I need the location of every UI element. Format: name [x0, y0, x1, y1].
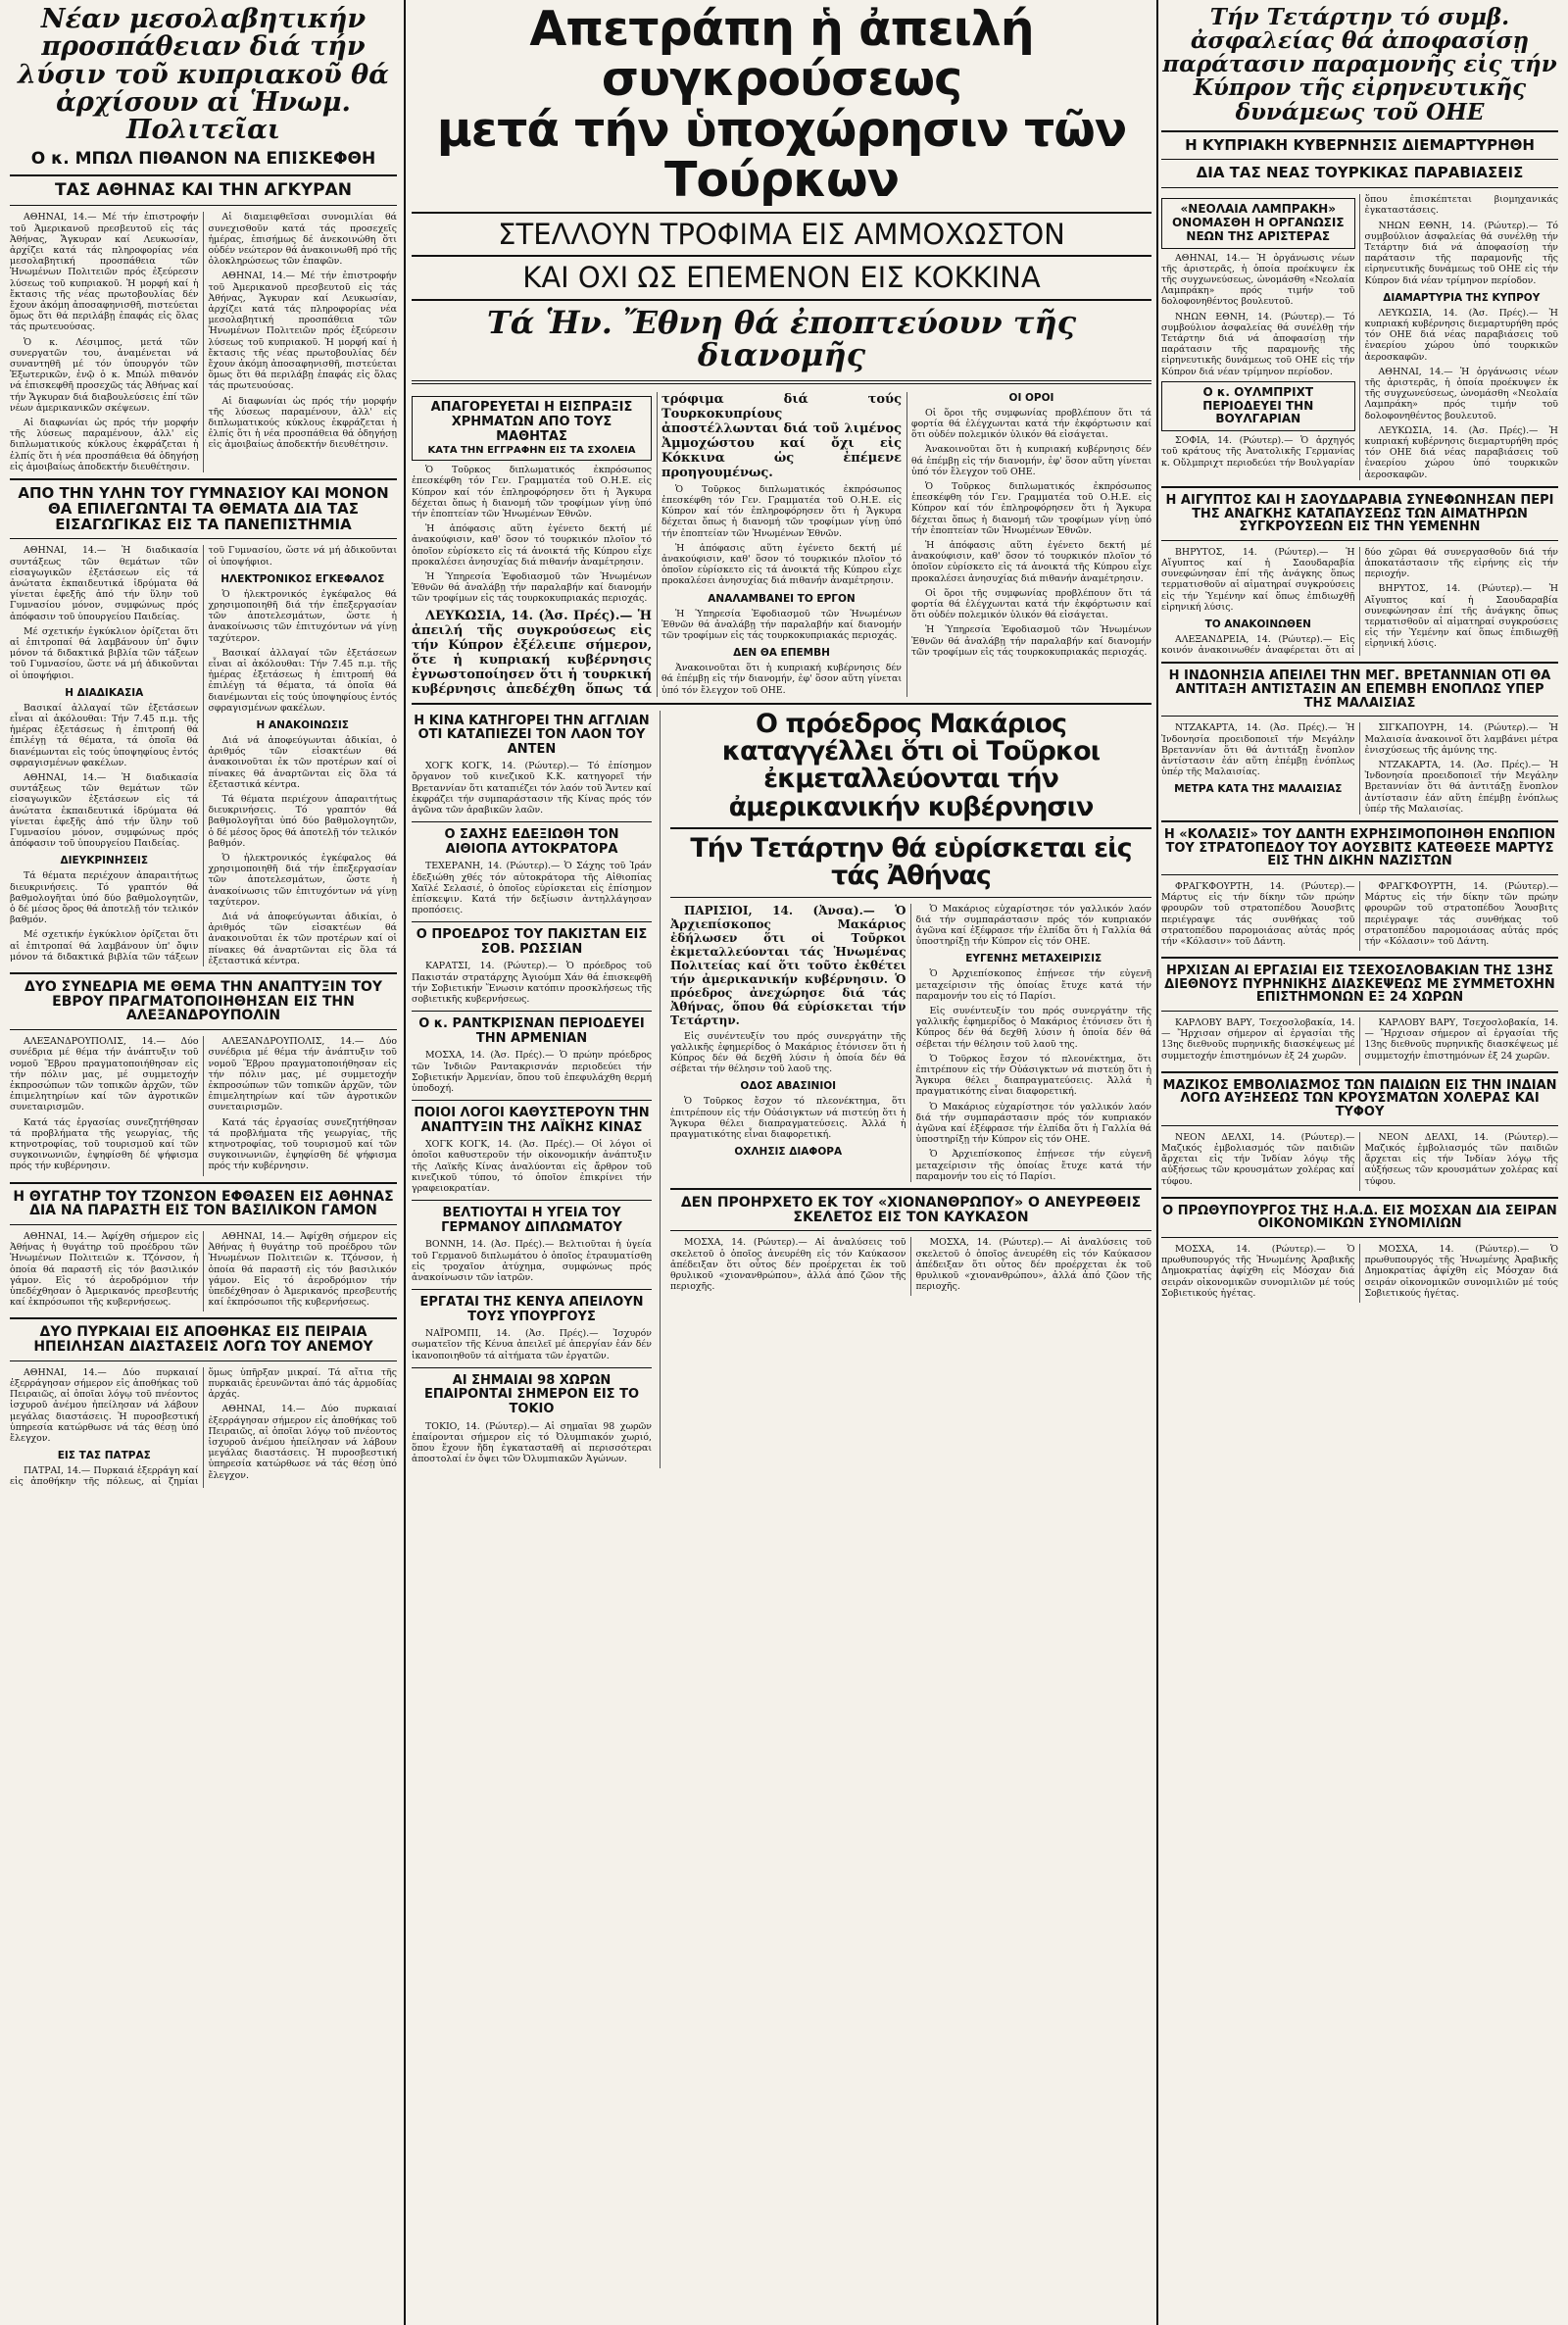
article-paragraph: ΜΟΣΧΑ, 14. (Ρώυτερ).— Ὁ πρωθυπουργός τῆς Ἡνωμένης Ἀραβικῆς Δημοκρατίας ἀφίχθη εἰς Μόσχαν διά σειράν οἰκονομικῶν συνομιλιῶν μέ τούς Σοβιετικούς ἡγέτας. — [1161, 1244, 1355, 1299]
lead-paragraph: ΛΕΥΚΩΣΙΑ, 14. (Ἀσ. Πρές).— Ἡ ἀπειλή τῆς συγκρούσεως εἰς τήν Κύπρον ἐξέλειπε σήμερον, ὅτε ἡ κυπριακή κυβέρνησις ἐγνωστοποίησεν ὅτι ἡ τουρκική κυβέρνησις ἀπεδέχθη ὅπως τά τρόφιμα διά τούς Τουρκοκυπρίους ἀποστέλλωνται διά τοῦ λιμένος Ἀμμοχώστου καί ὄχι εἰς Κόκκινα ὡς ἐπέμενε προηγουμένως. — [412, 391, 902, 697]
center-lower-area — [412, 708, 1152, 1469]
right-top-articles — [1161, 194, 1558, 480]
haile-headline: Ο ΣΑΧΗΣ ΕΔΕΞΙΩΘΗ ΤΟΝ ΑΙΘΙΟΠΑ ΑΥΤΟΚΡΑΤΟΡΑ — [444, 827, 619, 857]
lambrakis-youth-box: «ΝΕΟΛΑΙΑ ΛΑΜΠΡΑΚΗ» ΟΝΟΜΑΣΘΗ Η ΟΡΓΑΝΩΣΙΣ ΝΕΩΝ ΤΗΣ ΑΡΙΣΤΕΡΑΣ — [1161, 198, 1355, 248]
piraeus-fire-article — [10, 1367, 397, 1488]
article-paragraph: ΚΑΡΑΤΣΙ, 14. (Ρώυτερ).— Ὁ πρόεδρος τοῦ Πακιστάν στρατάρχης Ἀγιούμπ Χάν θά ἐπισκεφθῆ τήν Σοβιετικήν Ἕνωσιν κατόπιν προσκλήσεως τῆς σοβιετικῆς κυβερνήσεως. — [412, 961, 652, 1006]
right-column — [1161, 0, 1558, 2325]
article-paragraph: ΑΘΗΝΑΙ, 14.— Ἡ διαδικασία συντάξεως τῶν θεμάτων τῶν εἰσαγωγικῶν ἐξετάσεων εἰς τά ἀνώτατα ἐκπαιδευτικά ἱδρύματα θά γίνεται ἐφεξῆς ἀπό τήν ὕλην τοῦ Γυμνασίου μόνον, συμφώνως πρός ἀπόφασιν τοῦ ὑπουργείου Παιδείας. — [10, 771, 199, 850]
article-paragraph: Ὁ Τοῦρκος διπλωματικός ἐκπρόσωπος ἐπεσκέφθη τόν Γεν. Γραμματέα τοῦ Ο.Η.Ε. εἰς Κύπρον καί τόν ἐπληροφόρησεν ὅτι ἡ Ἄγκυρα δέχεται ὅπως ἡ διανομή τῶν τροφίμων γίνῃ ὑπό τήν ἐποπτείαν τῶν Ἡνωμένων Ἐθνῶν. — [662, 483, 902, 539]
section-subhead: ΟΙ ΟΡΟΙ — [1008, 391, 1054, 404]
athens-ankara-subhead: ΤΑΣ ΑΘΗΝΑΣ ΚΑΙ ΤΗΝ ΑΓΚΥΡΑΝ — [55, 179, 352, 200]
article-paragraph: Κατά τάς ἐργασίας συνεζητήθησαν τά προβλήματα τῆς γεωργίας, τῆς κτηνοτροφίας, τοῦ τουρισμοῦ καί τῶν συγκοινωνιῶν, ἐψηφίσθη δέ ψήφισμα πρός τήν κυβέρνησιν. — [10, 1116, 199, 1172]
section-subhead: ΗΛΕΚΤΡΟΝΙΚΟΣ ΕΓΚΕΦΑΛΟΣ — [220, 572, 385, 585]
ball-visit-subhead: Ο κ. ΜΠΩΛ ΠΙΘΑΝΟΝ ΝΑ ΕΠΙΣΚΕΦΘΗ — [30, 148, 376, 169]
section-subhead: ΑΝΑΛΑΜΒΑΝΕΙ ΤΟ ΕΡΓΟΝ — [708, 592, 856, 605]
article-paragraph: ΧΟΓΚ ΚΟΓΚ, 14. (Ρώυτερ).— Τό ἐπίσημον ὄργανον τοῦ κινεζικοῦ Κ.Κ. κατηγορεῖ τήν Βρεταννίαν ὅτι καταπιέζει τόν λαόν τοῦ Ἄντεν καί ἐκφράζει τήν συμπαράστασιν τῆς Κίνας πρός τόν ἀγῶνα τῶν ἀραβικῶν λαῶν. — [412, 761, 652, 816]
article-paragraph: Εἰς συνέντευξίν του πρός συνεργάτην τῆς γαλλικῆς ἐφημερίδος ὁ Μακάριος ἐτόνισεν ὅτι ἡ Κύπρος δέν θά δεχθῆ λύσιν ἡ ὁποία δέν θά σέβεται τήν θέλησιν τοῦ λαοῦ της. — [670, 1030, 906, 1075]
article-paragraph: ΤΟΚΙΟ, 14. (Ρώυτερ).— Αἱ σημαῖαι 98 χωρῶν ἐπαίρονται σήμερον εἰς τό Ὀλυμπιακόν χωριό, ὅπου ἔχουν ἤδη ἐγκατασταθῆ αἱ περισσότεραι ἀποστολαί ἐν ὄψει τῶν Ὀλυμπιακῶν Ἀγώνων. — [412, 1420, 652, 1465]
makarios-subhead: Τήν Τετάρτην θά εὑρίσκεται εἰς τάς Ἀθήνας — [690, 832, 1132, 892]
makarios-article — [670, 904, 1152, 1182]
article-paragraph: ΑΘΗΝΑΙ, 14.— Ἡ ὀργάνωσις νέων τῆς ἀριστερᾶς, ἡ ὁποία προέκυψεν ἐκ τῆς συγχωνεύσεως, ὠνομάσθη «Νεολαία Λαμπράκη» πρός τιμήν τοῦ δολοφονηθέντος βουλευτοῦ. — [1364, 366, 1558, 421]
article-paragraph: ΑΛΕΞΑΝΔΡΟΥΠΟΛΙΣ, 14.— Δύο συνέδρια μέ θέμα τήν ἀνάπτυξιν τοῦ νομοῦ Ἕβρου πραγματοποιήθησαν εἰς τήν πόλιν μας, μέ συμμετοχήν ἐκπροσώπων τῶν τοπικῶν ἀρχῶν, τῶν ἐπιμελητηρίων καί τῶν ἀγροτικῶν συνεταιρισμῶν. — [10, 1036, 199, 1113]
ulbricht-box: Ο κ. ΟΥΛΜΠΡΙΧΤ ΠΕΡΙΟΔΕΥΕΙ ΤΗΝ ΒΟΥΛΓΑΡΙΑΝ — [1161, 381, 1355, 431]
article-paragraph: Ἡ ἀπόφασις αὕτη ἐγένετο δεκτή μέ ἀνακούφισιν, καθ' ὅσον τό τουρκικόν πλοῖον τό ὁποῖον εὑρίσκετο εἰς τά ἀνοικτά τῆς Κύπρου εἶχε προκαλέσει ἀνησυχίας διά πιθανήν ἀναμέτρησιν. — [911, 540, 1152, 584]
indonesia-article — [1161, 722, 1558, 815]
makarios-headline-line2: ἐκμεταλλεύονται τήν ἀμερικανικήν κυβέρνησιν — [728, 764, 1094, 822]
article-paragraph: ΒΗΡΥΤΟΣ, 14. (Ρώυτερ).— Ἡ Αἴγυπτος καί ἡ Σαουδαραβία συνεφώνησαν ἐπί τῆς ἀνάγκης ὅπως τερματισθοῦν αἱ αἱματηραί συγκρούσεις εἰς τήν Ὑεμένην καί ὅπως ἐπιδιωχθῇ εἰρηνική λύσις. — [1161, 546, 1355, 613]
article-paragraph: Βασικαί ἀλλαγαί τῶν ἐξετάσεων εἶναι αἱ ἀκόλουθαι: Τήν 7.45 π.μ. τῆς ἡμέρας ἐξετάσεως ἡ ἐπιτροπή θά ἐπιλέγῃ τά θέματα, τά ὁποῖα θά διανέμωνται εἰς τούς ὑποψηφίους ἐντός σφραγισμένων φακέλων. — [208, 647, 397, 714]
article-paragraph: ΛΕΥΚΩΣΙΑ, 14. (Ἀσ. Πρές).— Ἡ κυπριακή κυβέρνησις διεμαρτυρήθη πρός τόν ΟΗΕ διά νέας παραβιάσεις τοῦ ἐναερίου χώρου ὑπό τουρκικῶν ἀεροσκαφῶν. — [1364, 424, 1558, 480]
article-paragraph: ΦΡΑΓΚΦΟΥΡΤΗ, 14. (Ρώυτερ).— Μάρτυς εἰς τήν δίκην τῶν πρώην φρουρῶν τοῦ στρατοπέδου Ἄουσβιτς περιέγραψε τάς συνθήκας τοῦ στρατοπέδου παρομοιάσας αὐτάς πρός τήν «Κόλασιν» τοῦ Δάντη. — [1161, 880, 1355, 947]
article-paragraph: ΜΟΣΧΑ, 14. (Ρώυτερ).— Ὁ πρωθυπουργός τῆς Ἡνωμένης Ἀραβικῆς Δημοκρατίας ἀφίχθη εἰς Μόσχαν διά σειράν οἰκονομικῶν συνομιλιῶν μέ τούς Σοβιετικούς ἡγέτας. — [1364, 1244, 1558, 1299]
article-paragraph: Βασικαί ἀλλαγαί τῶν ἐξετάσεων εἶναι αἱ ἀκόλουθαι: Τήν 7.45 π.μ. τῆς ἡμέρας ἐξετάσεως ἡ ἐπιτροπή θά ἐπιλέγῃ τά θέματα, τά ὁποῖα θά διανέμωνται εἰς τούς ὑποψηφίους ἐντός σφραγισμένων φακέλων. — [10, 702, 199, 768]
column-divider — [404, 0, 406, 2325]
section-subhead: Η ΑΝΑΚΟΙΝΩΣΙΣ — [256, 718, 349, 731]
school-fees-box — [412, 396, 652, 461]
yemen-headline: Η ΑΙΓΥΠΤΟΣ ΚΑΙ Η ΣΑΟΥΔΑΡΑΒΙΑ ΣΥΝΕΦΩΝΗΣΑΝ ΠΕΡΙ ΤΗΣ ΑΝΑΓΚΗΣ ΚΑΤΑΠΑΥΣΕΩΣ ΤΩΝ ΑΙΜΑΤΗΡΩΝ ΣΥΓΚΡΟΥΣΕΩΝ ΕΙΣ ΤΗΝ ΥΕΜΕΝΗΝ — [1165, 492, 1554, 535]
center-main-articles — [412, 392, 1152, 697]
china-development-headline: ΠΟΙΟΙ ΛΟΓΟΙ ΚΑΘΥΣΤΕΡΟΥΝ ΤΗΝ ΑΝΑΠΤΥΞΙΝ ΤΗΣ ΛΑΪΚΗΣ ΚΙΝΑΣ — [414, 1106, 650, 1135]
india-vaccination-headline: ΜΑΖΙΚΟΣ ΕΜΒΟΛΙΑΣΜΟΣ ΤΩΝ ΠΑΙΔΙΩΝ ΕΙΣ ΤΗΝ ΙΝΔΙΑΝ ΛΟΓΩ ΑΥΞΗΣΕΩΣ ΤΩΝ ΚΡΟΥΣΜΑΤΩΝ ΧΟΛΕΡΑΣ ΚΑΙ ΤΥΦΟΥ — [1162, 1077, 1557, 1120]
uar-premier-article — [1161, 1244, 1558, 1303]
section-subhead: ΜΕΤΡΑ ΚΑΤΑ ΤΗΣ ΜΑΛΑΙΣΙΑΣ — [1174, 783, 1343, 796]
article-paragraph: Ἀνακοινοῦται ὅτι ἡ κυπριακή κυβέρνησις δέν θά ἐπέμβῃ εἰς τήν διανομήν, ἐφ' ὅσον αὕτη γίνεται ὑπό τόν ἔλεγχον τοῦ ΟΗΕ. — [662, 663, 902, 696]
article-paragraph: Τά θέματα περιέχουν ἀπαραιτήτως διευκρινήσεις. Τό γραπτόν θά βαθμολογῆται ὑπό δύο βαθμολογητῶν, ὁ δέ μέσος ὅρος θά ἀποτελῇ τόν τελικόν βαθμόν. — [208, 793, 397, 849]
article-paragraph: Μέ σχετικήν ἐγκύκλιον ὁρίζεται ὅτι αἱ ἐπιτροπαί θά λαμβάνουν ὑπ' ὄψιν μόνον τά διδακτικά βιβλία τῶν τάξεων τοῦ Γυμνασίου, ὥστε νά μή ἀδικοῦνται οἱ ὑποψήφιοι. — [10, 545, 397, 963]
makarios-headline-line1: Ο πρόεδρος Μακάριος καταγγέλλει ὅτι οἱ Τοῦρκοι — [721, 708, 1101, 767]
article-paragraph: Εἰς συνέντευξίν του πρός συνεργάτην τῆς γαλλικῆς ἐφημερίδος ὁ Μακάριος ἐτόνισεν ὅτι ἡ Κύπρος δέν θά δεχθῆ λύσιν ἡ ὁποία δέν θά σέβεται τήν θέλησιν τοῦ λαοῦ της. — [915, 1006, 1152, 1050]
article-paragraph: Αἱ διαφωνίαι ὡς πρός τήν μορφήν τῆς λύσεως παραμένουν, ἀλλ' εἰς διπλωματικούς κύκλους ἐκφράζεται ἡ ἐλπίς ὅτι ἡ νέα προσπάθεια θά ὁδηγήσῃ εἰς ἀμοιβαίως ἀποδεκτήν διευθέτησιν. — [10, 418, 199, 472]
article-paragraph: Ὁ Μακάριος εὐχαρίστησε τόν γαλλικόν λαόν διά τήν συμπαράστασιν πρός τόν κυπριακόν ἀγῶνα καί ἐξέφρασε τήν ἐλπίδα ὅτι ἡ Γαλλία θά ὑποστηρίξῃ τήν Κύπρον εἰς τόν ΟΗΕ. — [915, 903, 1152, 948]
article-paragraph: Ἡ Ὑπηρεσία Ἐφοδιασμοῦ τῶν Ἡνωμένων Ἐθνῶν θά ἀναλάβῃ τήν παραλαβήν καί διανομήν τῶν τροφίμων εἰς τάς τουρκοκυπριακάς περιοχάς. — [911, 624, 1152, 658]
school-fees-subhead: ΚΑΤΑ ΤΗΝ ΕΓΓΡΑΦΗΝ ΕΙΣ ΤΑ ΣΧΟΛΕΙΑ — [427, 444, 636, 456]
german-diplomat-headline: ΒΕΛΤΙΟΥΤΑΙ Η ΥΓΕΙΑ ΤΟΥ ΓΕΡΜΑΝΟΥ ΔΙΠΛΩΜΑΤΟΥ — [441, 1206, 622, 1235]
article-paragraph: Ἀνακοινοῦται ὅτι ἡ κυπριακή κυβέρνησις δέν θά ἐπέμβῃ εἰς τήν διανομήν, ἐφ' ὅσον αὕτη γίνεται ὑπό τόν ἔλεγχον τοῦ ΟΗΕ. — [911, 444, 1152, 477]
makarios-section — [670, 708, 1152, 1469]
article-paragraph: Ὁ ἠλεκτρονικός ἐγκέφαλος θά χρησιμοποιηθῆ διά τήν ἐπεξεργασίαν τῶν ἀποτελεσμάτων, ὥστε ἡ ἀνακοίνωσις τῶν ἐπιτυχόντων νά γίνῃ ταχύτερον. — [208, 588, 397, 644]
article-paragraph: Ὁ Τοῦρκος ἔσχον τό πλεονέκτημα, ὅτι ἐπιτρέπουν εἰς τήν Οὐάσιγκτων νά πιστεύῃ ὅτι ἡ Ἄγκυρα θέλει διαπραγματεύσεις. Ἀλλά ἡ πραγματικότης εἶναι διαφορετική. — [915, 1053, 1152, 1098]
article-paragraph: Ὁ ἠλεκτρονικός ἐγκέφαλος θά χρησιμοποιηθῆ διά τήν ἐπεξεργασίαν τῶν ἀποτελεσμάτων, ὥστε ἡ ἀνακοίνωσις τῶν ἐπιτυχόντων νά γίνῃ ταχύτερον. — [208, 853, 397, 908]
article-paragraph: ΝΤΖΑΚΑΡΤΑ, 14. (Ἀσ. Πρές).— Ἡ Ἰνδονησία προειδοποιεῖ τήν Μεγάλην Βρεταννίαν ὅτι θά ἀντιτάξῃ ἔνοπλον ἀντίστασιν ἐάν αὕτη ἐπέμβῃ ἐνόπλως ὑπέρ τῆς Μαλαισίας. — [1364, 759, 1558, 815]
article-paragraph: ΚΑΡΛΟΒΥ ΒΑΡΥ, Τσεχοσλοβακία, 14.— Ἤρχισαν σήμερον αἱ ἐργασίαι τῆς 13ης διεθνοῦς πυρηνικῆς διασκέψεως μέ συμμετοχήν ἐπιστημόνων ἐξ 24 χωρῶν. — [1161, 1017, 1355, 1062]
security-council-headline: Τήν Τετάρτην τό συμβ. ἀσφαλείας θά ἀποφασίσῃ παράτασιν παραμονῆς εἰς τήν Κύπρον τῆς εἰρηνευτικῆς δυνάμεως τοῦ ΟΗΕ — [1162, 4, 1557, 125]
india-vaccination-article — [1161, 1132, 1558, 1191]
section-subhead: ΟΔΟΣ ΑΒΑΣΙΝΙΟΙ — [740, 1080, 837, 1093]
article-paragraph: ΑΘΗΝΑΙ, 14.— Μέ τήν ἐπιστροφήν τοῦ Ἀμερικανοῦ πρεσβευτοῦ εἰς τάς Ἀθήνας, Ἄγκυραν καί Λευκωσίαν, ἀρχίζει κατά τάς πληροφορίας νέα μεσολαβητική προσπάθεια τῶν Ἡνωμένων Πολιτειῶν πρός ἐξεύρεσιν λύσεως τοῦ κυπριακοῦ. Ἡ μορφή καί ἡ ἔκτασις τῆς νέας πρωτοβουλίας δέν ἔχουν ἀκόμη ἀποσαφηνισθῆ, πιστεύεται ὅμως ὅτι θά περιλάβῃ ἐπαφάς εἰς ὅλας τάς πρωτευούσας. — [10, 212, 199, 333]
center-column — [412, 0, 1152, 2325]
main-headline-line2: μετά τήν ὑποχώρησιν τῶν Τούρκων — [436, 101, 1127, 209]
turkish-violations-subhead: ΔΙΑ ΤΑΣ ΝΕΑΣ ΤΟΥΡΚΙΚΑΣ ΠΑΡΑΒΙΑΣΕΙΣ — [1196, 164, 1524, 182]
article-paragraph: Ἡ ἀπόφασις αὕτη ἐγένετο δεκτή μέ ἀνακούφισιν, καθ' ὅσον τό τουρκικόν πλοῖον τό ὁποῖον εὑρίσκετο εἰς τά ἀνοικτά τῆς Κύπρου εἶχε προκαλέσει ἀνησυχίας διά πιθανήν ἀναμέτρησιν. — [662, 542, 902, 587]
section-subhead: Η ΔΙΑΔΙΚΑΣΙΑ — [65, 686, 144, 699]
section-subhead: ΔΙΕΥΚΡΙΝΗΣΕΙΣ — [60, 855, 149, 867]
section-subhead: ΔΙΑΜΑΡΤΥΡΙΑ ΤΗΣ ΚΥΠΡΟΥ — [1383, 291, 1541, 304]
article-paragraph: Ἡ Ὑπηρεσία Ἐφοδιασμοῦ τῶν Ἡνωμένων Ἐθνῶν θά ἀναλάβῃ τήν παραλαβήν καί διανομήν τῶν τροφίμων εἰς τάς τουρκοκυπριακάς περιοχάς. — [662, 608, 902, 642]
article-paragraph: ΝΤΖΑΚΑΡΤΑ, 14. (Ἀσ. Πρές).— Ἡ Ἰνδονησία προειδοποιεῖ τήν Μεγάλην Βρεταννίαν ὅτι θά ἀντιτάξῃ ἔνοπλον ἀντίστασιν ἐάν αὕτη ἐπέμβῃ ἐνόπλως ὑπέρ τῆς Μαλαισίας. — [1161, 722, 1355, 778]
cyprus-protest-subhead: Η ΚΥΠΡΙΑΚΗ ΚΥΒΕΡΝΗΣΙΣ ΔΙΕΜΑΡΤΥΡΗΘΗ — [1185, 135, 1535, 154]
pakistan-headline: Ο ΠΡΟΕΔΡΟΣ ΤΟΥ ΠΑΚΙΣΤΑΝ ΕΙΣ ΣΟΒ. ΡΩΣΣΙΑΝ — [416, 927, 648, 957]
snowman-article — [670, 1237, 1152, 1296]
article-paragraph: ΣΟΦΙΑ, 14. (Ρώυτερ).— Ὁ ἀρχηγός τοῦ κράτους τῆς Ἀνατολικῆς Γερμανίας κ. Οὔλμπριχτ περιοδεύει τήν Βουλγαρίαν ὅπου ἐπισκέπτεται βιομηχανικάς ἐγκαταστάσεις. — [1161, 194, 1558, 469]
article-paragraph: ΝΕΟΝ ΔΕΛΧΙ, 14. (Ρώυτερ).— Μαζικός ἐμβολιασμός τῶν παιδιῶν ἄρχεται εἰς τήν Ἰνδίαν λόγῳ τῆς αὐξήσεως τῶν κρουσμάτων χολέρας καί τύφου. — [1161, 1131, 1355, 1187]
article-paragraph: ΑΛΕΞΑΝΔΡΟΥΠΟΛΙΣ, 14.— Δύο συνέδρια μέ θέμα τήν ἀνάπτυξιν τοῦ νομοῦ Ἕβρου πραγματοποιήθησαν εἰς τήν πόλιν μας, μέ συμμετοχήν ἐκπροσώπων τῶν τοπικῶν ἀρχῶν, τῶν ἐπιμελητηρίων καί τῶν ἀγροτικῶν συνεταιρισμῶν. — [208, 1036, 397, 1113]
exam-headline: ΑΠΟ ΤΗΝ ΥΛΗΝ ΤΟΥ ΓΥΜΝΑΣΙΟΥ ΚΑΙ ΜΟΝΟΝ ΘΑ ΕΠΙΛΕΓΩΝΤΑΙ ΤΑ ΘΕΜΑΤΑ ΔΙΑ ΤΑΣ ΕΙΣΑΓΩΓΙΚΑΣ ΕΙΣ ΤΑ ΠΑΝΕΠΙΣΤΗΜΙΑ — [18, 484, 389, 533]
dante-headline: Η «ΚΟΛΑΣΙΣ» ΤΟΥ ΔΑΝΤΗ ΕΧΡΗΣΙΜΟΠΟΙΗΘΗ ΕΝΩΠΙΟΝ ΤΟΥ ΣΤΡΑΤΟΠΕΔΟΥ ΤΟΥ ΑΟΥΣΒΙΤΣ ΚΑΤΕΘΕΣΕ ΜΑΡΤΥΣ ΕΙΣ ΤΗΝ ΔΙΚΗΝ ΝΑΖΙΣΤΩΝ — [1163, 826, 1556, 869]
article-paragraph: ΑΘΗΝΑΙ, 14.— Ἀφίχθη σήμερον εἰς Ἀθήνας ἡ θυγάτηρ τοῦ προέδρου τῶν Ἡνωμένων Πολιτειῶν κ. Τζόνσον, ἡ ὁποία θά παραστῆ εἰς τόν βασιλικόν γάμον. Εἰς τό ἀεροδρόμιον τήν ὑπεδέχθησαν ὁ Ἀμερικανός πρεσβευτής καί ἐκπρόσωποι τῆς κυβερνήσεως. — [10, 1230, 199, 1309]
yemen-article — [1161, 547, 1558, 657]
article-paragraph: ΒΗΡΥΤΟΣ, 14. (Ρώυτερ).— Ἡ Αἴγυπτος καί ἡ Σαουδαραβία συνεφώνησαν ἐπί τῆς ἀνάγκης ὅπως τερματισθοῦν αἱ αἱματηραί συγκρούσεις εἰς τήν Ὑεμένην καί ὅπως ἐπιδιωχθῇ εἰρηνική λύσις. — [1364, 583, 1558, 650]
article-paragraph: Ὁ Τοῦρκος διπλωματικός ἐκπρόσωπος ἐπεσκέφθη τόν Γεν. Γραμματέα τοῦ Ο.Η.Ε. εἰς Κύπρον καί τόν ἐπληροφόρησεν ὅτι ἡ Ἄγκυρα δέχεται ὅπως ἡ διανομή τῶν τροφίμων γίνῃ ὑπό τήν ἐποπτείαν τῶν Ἡνωμένων Ἐθνῶν. — [911, 481, 1152, 536]
article-paragraph: ΝΑΪΡΟΜΠΙ, 14. (Ἀσ. Πρές).— Ἰσχυρόν σωματεῖον τῆς Κένυα ἀπειλεῖ μέ ἀπεργίαν ἐάν δέν ἱκανοποιηθοῦν τά αἰτήματα τῶν ἐργατῶν. — [412, 1328, 652, 1361]
article-paragraph: Αἱ διαμειφθεῖσαι συνομιλίαι θά συνεχισθοῦν κατά τάς προσεχεῖς ἡμέρας, ἐπισήμως δέ ἀνεκοινώθη ὅτι οὐδέν νεώτερον θά ἀνακοινωθῆ πρό τῆς ὁλοκληρώσεως τῶν ἐπαφῶν. — [208, 212, 397, 268]
article-paragraph: Ἡ Ὑπηρεσία Ἐφοδιασμοῦ τῶν Ἡνωμένων Ἐθνῶν θά ἀναλάβῃ τήν παραλαβήν καί διανομήν τῶν τροφίμων εἰς τάς τουρκοκυπριακάς περιοχάς. — [412, 570, 652, 605]
article-paragraph: Ὁ Ἀρχιεπίσκοπος ἐπῄνεσε τήν εὐγενῆ μεταχείρισιν τῆς ὁποίας ἔτυχε κατά τήν παραμονήν του εἰς τό Παρίσι. — [915, 968, 1152, 1002]
piraeus-fire-headline: ΔΥΟ ΠΥΡΚΑΙΑΙ ΕΙΣ ΑΠΟΘΗΚΑΣ ΕΙΣ ΠΕΙΡΑΙΑ ΗΠΕΙΛΗΣΑΝ ΔΙΑΣΤΑΣΕΙΣ ΛΟΓΩ ΤΟΥ ΑΝΕΜΟΥ — [33, 1324, 373, 1356]
article-paragraph: ΑΘΗΝΑΙ, 14.— Ἡ ὀργάνωσις νέων τῆς ἀριστερᾶς, ἡ ὁποία προέκυψεν ἐκ τῆς συγχωνεύσεως, ὠνομάσθη «Νεολαία Λαμπράκη» πρός τιμήν τοῦ δολοφονηθέντος βουλευτοῦ. — [1161, 252, 1355, 308]
tokyo-headline: ΑΙ ΣΗΜΑΙΑΙ 98 ΧΩΡΩΝ ΕΠΑΙΡΟΝΤΑΙ ΣΗΜΕΡΟΝ ΕΙΣ ΤΟ ΤΟΚΙΟ — [423, 1372, 639, 1416]
school-fees-headline: ΑΠΑΓΟΡΕΥΕΤΑΙ Η ΕΙΣΠΡΑΞΙΣ ΧΡΗΜΑΤΩΝ ΑΠΟ ΤΟΥΣ ΜΑΘΗΤΑΣ — [430, 399, 633, 444]
article-paragraph: ΑΘΗΝΑΙ, 14.— Ἀφίχθη σήμερον εἰς Ἀθήνας ἡ θυγάτηρ τοῦ προέδρου τῶν Ἡνωμένων Πολιτειῶν κ. Τζόνσον, ἡ ὁποία θά παραστῆ εἰς τόν βασιλικόν γάμον. Εἰς τό ἀεροδρόμιον τήν ὑπεδέχθησαν ὁ Ἀμερικανός πρεσβευτής καί ἐκπρόσωποι τῆς κυβερνήσεως. — [208, 1230, 397, 1309]
article-paragraph: ΑΘΗΝΑΙ, 14.— Δύο πυρκαιαί ἐξερράγησαν σήμερον εἰς ἀποθήκας τοῦ Πειραιῶς, αἱ ὁποῖαι λόγῳ τοῦ πνέοντος ἰσχυροῦ ἀνέμου ἠπείλησαν νά λάβουν μεγάλας διαστάσεις. Ἡ πυροσβεστική ὑπηρεσία κατώρθωσε νά τάς θέσῃ ὑπό ἔλεγχον. — [10, 1366, 199, 1444]
johnson-daughter-headline: Η ΘΥΓΑΤΗΡ ΤΟΥ ΤΖΟΝΣΟΝ ΕΦΘΑΣΕΝ ΕΙΣ ΑΘΗΝΑΣ ΔΙΑ ΝΑ ΠΑΡΑΣΤΗ ΕΙΣ ΤΟΝ ΒΑΣΙΛΙΚΟΝ ΓΑΜΟΝ — [13, 1188, 394, 1219]
main-subhead-3: Τά Ἡν. Ἔθνη θά ἐποπτεύουν τῆς διανομῆς — [486, 303, 1077, 374]
section-subhead: ΔΕΝ ΘΑ ΕΠΕΜΒΗ — [733, 647, 830, 660]
section-subhead: ΟΧΛΗΣΙΣ ΔΙΑΦΟΡΑ — [734, 1146, 843, 1159]
snowman-headline: ΔΕΝ ΠΡΟΗΡΧΕΤΟ ΕΚ ΤΟΥ «ΧΙΟΝΑΝΘΡΩΠΟΥ» Ο ΑΝΕΥΡΕΘΕΙΣ ΣΚΕΛΕΤΟΣ ΕΙΣ ΤΟΝ ΚΑΥΚΑΣΟΝ — [680, 1195, 1142, 1225]
cyprus-mediation-headline: Νέαν μεσολαβητικήν προσπάθειαν διά τήν λύσιν τοῦ κυπριακοῦ θά ἀρχίσουν αἱ Ἡνωμ. Πολιτεῖαι — [18, 4, 389, 146]
article-paragraph: Ὁ Μακάριος εὐχαρίστησε τόν γαλλικόν λαόν διά τήν συμπαράστασιν πρός τόν κυπριακόν ἀγῶνα καί ἐξέφρασε τήν ἐλπίδα ὅτι ἡ Γαλλία θά ὑποστηρίξῃ τήν Κύπρον εἰς τόν ΟΗΕ. — [915, 1101, 1152, 1146]
article-paragraph: ΑΘΗΝΑΙ, 14.— Μέ τήν ἐπιστροφήν τοῦ Ἀμερικανοῦ πρεσβευτοῦ εἰς τάς Ἀθήνας, Ἄγκυραν καί Λευκωσίαν, ἀρχίζει κατά τάς πληροφορίας νέα μεσολαβητική προσπάθεια τῶν Ἡνωμένων Πολιτειῶν πρός ἐξεύρεσιν λύσεως τοῦ κυπριακοῦ. Ἡ μορφή καί ἡ ἔκτασις τῆς νέας πρωτοβουλίας δέν ἔχουν ἀκόμη ἀποσαφηνισθῆ, πιστεύεται ὅμως ὅτι θά περιλάβῃ ἐπαφάς εἰς ὅλας τάς πρωτευούσας. — [208, 271, 397, 392]
article-paragraph: ΜΟΣΧΑ, 14. (Ἀσ. Πρές).— Ὁ πρώην πρόεδρος τῶν Ἰνδιῶν Ραντακρισνάν περιοδεύει τήν Σοβιετικήν Ἀρμενίαν, ὅπου τοῦ ἐπεφυλάχθη θερμή ὑποδοχή. — [412, 1050, 652, 1094]
article-paragraph: Ὁ Ἀρχιεπίσκοπος ἐπῄνεσε τήν εὐγενῆ μεταχείρισιν τῆς ὁποίας ἔτυχε κατά τήν παραμονήν του εἰς τό Παρίσι. — [915, 1149, 1152, 1182]
article-paragraph: Ὁ κ. Λέσιμπος, μετά τῶν συνεργατῶν του, ἀναμένεται νά συναντηθῆ μέ τόν ὑπουργόν τῶν Ἐξωτερικῶν, ἐνῷ ὁ κ. Μπώλ πιθανόν νά ἐπισκεφθῆ προσεχῶς τάς Ἀθήνας καί τήν Ἄγκυραν διά διαβουλεύσεις ἐπί τῶν νέων ἀμερικανικῶν σκέψεων. — [10, 336, 199, 414]
section-subhead: ΤΟ ΑΝΑΚΟΙΝΩΘΕΝ — [1204, 618, 1311, 631]
article-paragraph: ΠΑΤΡΑΙ, 14.— Πυρκαιά ἐξερράγη καί εἰς ἀποθήκην τῆς πόλεως, αἱ ζημίαι ὅμως ὑπῆρξαν μικραί. Τά αἴτια τῆς πυρκαιᾶς ἐρευνῶνται ἀπό τάς ἀρμοδίας ἀρχάς. — [10, 1366, 397, 1488]
cyprus-mediation-article — [10, 212, 397, 472]
article-paragraph: Οἱ ὅροι τῆς συμφωνίας προβλέπουν ὅτι τά φορτία θά ἐλέγχωνται κατά τήν ἐκφόρτωσιν καί ὅτι οὐδέν πολεμικόν ὑλικόν θά εἰσάγεται. — [911, 587, 1152, 621]
article-paragraph: ΜΟΣΧΑ, 14. (Ρώυτερ).— Αἱ ἀναλύσεις τοῦ σκελετοῦ ὁ ὁποῖος ἀνευρέθη εἰς τόν Καύκασον ἀπέδειξαν ὅτι οὗτος δέν προέρχεται ἐκ τοῦ θρυλικοῦ «χιονανθρώπου», ἀλλά ἀπό ζῶον τῆς περιοχῆς. — [915, 1237, 1152, 1293]
article-paragraph: Ὁ Τοῦρκος διπλωματικός ἐκπρόσωπος ἐπεσκέφθη τόν Γεν. Γραμματέα τοῦ Ο.Η.Ε. εἰς Κύπρον καί τόν ἐπληροφόρησεν ὅτι ἡ Ἄγκυρα δέχεται ὅπως ἡ διανομή τῶν τροφίμων γίνῃ ὑπό τήν ἐποπτείαν τῶν Ἡνωμένων Ἐθνῶν. — [412, 465, 652, 519]
left-column — [10, 0, 397, 2325]
section-subhead: ΕΥΓΕΝΗΣ ΜΕΤΑΧΕΙΡΙΣΙΣ — [965, 953, 1102, 965]
center-brief-news — [412, 711, 661, 1469]
article-paragraph: Ἡ ἀπόφασις αὕτη ἐγένετο δεκτή μέ ἀνακούφισιν, καθ' ὅσον τό τουρκικόν πλοῖον τό ὁποῖον εὑρίσκετο εἰς τά ἀνοικτά τῆς Κύπρου εἶχε προκαλέσει ἀνησυχίας διά πιθανήν ἀναμέτρησιν. — [412, 523, 652, 568]
hebros-headline: ΔΥΟ ΣΥΝΕΔΡΙΑ ΜΕ ΘΕΜΑ ΤΗΝ ΑΝΑΠΤΥΞΙΝ ΤΟΥ ΕΒΡΟΥ ΠΡΑΓΜΑΤΟΠΟΙΗΘΗΣΑΝ ΕΙΣ ΤΗΝ ΑΛΕΞΑΝΔΡΟΥΠΟΛΙΝ — [24, 979, 383, 1024]
indonesia-headline: Η ΙΝΔΟΝΗΣΙΑ ΑΠΕΙΛΕΙ ΤΗΝ ΜΕΓ. ΒΡΕΤΑΝΝΙΑΝ ΟΤΙ ΘΑ ΑΝΤΙΤΑΞΗ ΑΝΤΙΣΤΑΣΙΝ ΑΝ ΕΠΕΜΒΗ ΕΝΟΠΛΩΣ ΥΠΕΡ ΤΗΣ ΜΑΛΑΙΣΙΑΣ — [1168, 668, 1551, 711]
johnson-daughter-article — [10, 1231, 397, 1311]
article-paragraph: Ὁ Τοῦρκος ἔσχον τό πλεονέκτημα, ὅτι ἐπιτρέπουν εἰς τήν Οὐάσιγκτων νά πιστεύῃ ὅτι ἡ Ἄγκυρα θέλει διαπραγματεύσεις. Ἀλλά ἡ πραγματικότης εἶναι διαφορετική. — [670, 1096, 906, 1141]
article-paragraph: ΤΕΧΕΡΑΝΗ, 14. (Ρώυτερ).— Ὁ Σάχης τοῦ Ἰράν ἐδεξιώθη χθές τόν αὐτοκράτορα τῆς Αἰθιοπίας Χαϊλέ Σελασιέ, ὁ ὁποῖος εὑρίσκεται εἰς ἐπίσημον ἐπίσκεψιν. Κατά τήν δεξίωσιν ἀντηλλάγησαν προπόσεις. — [412, 861, 652, 916]
article-paragraph: Μέ σχετικήν ἐγκύκλιον ὁρίζεται ὅτι αἱ ἐπιτροπαί θά λαμβάνουν ὑπ' ὄψιν μόνον τά διδακτικά βιβλία τῶν τάξεων τοῦ Γυμνασίου, ὥστε νά μή ἀδικοῦνται οἱ ὑποψήφιοι. — [10, 625, 199, 681]
uar-premier-headline: Ο ΠΡΩΘΥΠΟΥΡΓΟΣ ΤΗΣ Η.Α.Δ. ΕΙΣ ΜΟΣΧΑΝ ΔΙΑ ΣΕΙΡΑΝ ΟΙΚΟΝΟΜΙΚΩΝ ΣΥΝΟΜΙΛΙΩΝ — [1162, 1203, 1557, 1232]
article-paragraph: Αἱ διαφωνίαι ὡς πρός τήν μορφήν τῆς λύσεως παραμένουν, ἀλλ' εἰς διπλωματικούς κύκλους ἐκφράζεται ἡ ἐλπίς ὅτι ἡ νέα προσπάθεια θά ὁδηγήσῃ εἰς ἀμοιβαίως ἀποδεκτήν διευθέτησιν. — [208, 395, 397, 451]
main-subhead-2: ΚΑΙ ΟΧΙ ΩΣ ΕΠΕΜΕΝΟΝ ΕΙΣ ΚΟΚΚΙΝΑ — [522, 261, 1041, 295]
nuclear-conference-headline: ΗΡΧΙΣΑΝ ΑΙ ΕΡΓΑΣΙΑΙ ΕΙΣ ΤΣΕΧΟΣΛΟΒΑΚΙΑΝ ΤΗΣ 13ΗΣ ΔΙΕΘΝΟΥΣ ΠΥΡΗΝΙΚΗΣ ΔΙΑΣΚΕΨΕΩΣ ΜΕ ΣΥΜΜΕΤΟΧΗΝ ΕΠΙΣΤΗΜΟΝΩΝ ΕΞ 24 ΧΩΡΩΝ — [1164, 964, 1555, 1006]
lead-paragraph: ΠΑΡΙΣΙΟΙ, 14. (Ἀνσα).— Ὁ Ἀρχιεπίσκοπος Μακάριος ἐδήλωσεν ὅτι οἱ Τοῦρκοι ἐκμεταλλεύονται τάς Ἡνωμένας Πολιτείας καί ὅτι τοῦτο ἐκθέτει τήν ἀμερικανικήν κυβέρνησιν. Ὁ πρόεδρος ἀνεχώρησε διά τάς Ἀθήνας, ὅπου θά εὑρίσκεται τήν Τετάρτην. — [670, 903, 906, 1027]
article-paragraph: Τά θέματα περιέχουν ἀπαραιτήτως διευκρινήσεις. Τό γραπτόν θά βαθμολογῆται ὑπό δύο βαθμολογητῶν, ὁ δέ μέσος ὅρος θά ἀποτελῇ τόν τελικόν βαθμόν. — [10, 870, 199, 926]
main-headline-line1: Απετράπη ἡ ἀπειλή συγκρούσεως — [529, 1, 1034, 108]
radhakrishnan-headline: Ο κ. ΡΑΝΤΚΡΙΣΝΑΝ ΠΕΡΙΟΔΕΥΕΙ ΤΗΝ ΑΡΜΕΝΙΑΝ — [418, 1016, 645, 1046]
article-paragraph: ΧΟΓΚ ΚΟΓΚ, 14. (Ἀσ. Πρές).— Οἱ λόγοι οἱ ὁποῖοι καθυστεροῦν τήν οἰκονομικήν ἀνάπτυξιν τῆς Λαϊκῆς Κίνας ἀναλύονται εἰς ἄρθρον τοῦ κινεζικοῦ τύπου, τό ὁποῖον ἐπικρίνει τήν γραφειοκρατίαν. — [412, 1139, 652, 1195]
kenya-headline: ΕΡΓΑΤΑΙ ΤΗΣ ΚΕΝΥΑ ΑΠΕΙΛΟΥΝ ΤΟΥΣ ΥΠΟΥΡΓΟΥΣ — [419, 1295, 644, 1324]
dante-article — [1161, 881, 1558, 951]
article-paragraph: ΣΙΓΚΑΠΟΥΡΗ, 14. (Ρώυτερ).— Ἡ Μαλαισία ἀνακοινοῖ ὅτι λαμβάνει μέτρα ἐνισχύσεως τῆς ἀμύνης της. — [1364, 722, 1558, 756]
article-paragraph: ΚΑΡΛΟΒΥ ΒΑΡΥ, Τσεχοσλοβακία, 14.— Ἤρχισαν σήμερον αἱ ἐργασίαι τῆς 13ης διεθνοῦς πυρηνικῆς διασκέψεως μέ συμμετοχήν ἐπιστημόνων ἐξ 24 χωρῶν. — [1364, 1017, 1558, 1062]
article-paragraph: Διά νά ἀποφεύγωνται ἀδικίαι, ὁ ἀριθμός τῶν εἰσακτέων θά ἀνακοινοῦται ἐκ τῶν προτέρων καί οἱ πίνακες θά ἀναρτῶνται εἰς ὅλα τά ἐξεταστικά κέντρα. — [208, 734, 397, 790]
article-paragraph: ΝΗΩΝ ΕΘΝΗ, 14. (Ρώυτερ).— Τό συμβούλιον ἀσφαλείας θά συνέλθῃ τήν Τετάρτην διά νά ἀποφασίσῃ τήν παράτασιν τῆς παραμονῆς τῆς εἰρηνευτικῆς δυνάμεως τοῦ ΟΗΕ εἰς τήν Κύπρον διά νέαν τρίμηνον περίοδον. — [1161, 311, 1355, 377]
article-paragraph: ΜΟΣΧΑ, 14. (Ρώυτερ).— Αἱ ἀναλύσεις τοῦ σκελετοῦ ὁ ὁποῖος ἀνευρέθη εἰς τόν Καύκασον ἀπέδειξαν ὅτι οὗτος δέν προέρχεται ἐκ τοῦ θρυλικοῦ «χιονανθρώπου», ἀλλά ἀπό ζῶον τῆς περιοχῆς. — [670, 1237, 906, 1293]
article-paragraph: ΑΘΗΝΑΙ, 14.— Δύο πυρκαιαί ἐξερράγησαν σήμερον εἰς ἀποθήκας τοῦ Πειραιῶς, αἱ ὁποῖαι λόγῳ τοῦ πνέοντος ἰσχυροῦ ἀνέμου ἠπείλησαν νά λάβουν μεγάλας διαστάσεις. Ἡ πυροσβεστική ὑπηρεσία κατώρθωσε νά τάς θέσῃ ὑπό ἔλεγχον. — [208, 1404, 397, 1481]
article-paragraph: ΝΕΟΝ ΔΕΛΧΙ, 14. (Ρώυτερ).— Μαζικός ἐμβολιασμός τῶν παιδιῶν ἄρχεται εἰς τήν Ἰνδίαν λόγῳ τῆς αὐξήσεως τῶν κρουσμάτων χολέρας καί τύφου. — [1364, 1131, 1558, 1187]
article-paragraph: ΑΛΕΞΑΝΔΡΕΙΑ, 14. (Ρώυτερ).— Εἰς κοινόν ἀνακοινωθέν ἀναφέρεται ὅτι αἱ δύο χῶραι θά συνεργασθοῦν διά τήν ἀποκατάστασιν τῆς εἰρήνης εἰς τήν περιοχήν. — [1161, 546, 1558, 657]
article-paragraph: Κατά τάς ἐργασίας συνεζητήθησαν τά προβλήματα τῆς γεωργίας, τῆς κτηνοτροφίας, τοῦ τουρισμοῦ καί τῶν συγκοινωνιῶν, ἐψηφίσθη δέ ψήφισμα πρός τήν κυβέρνησιν. — [208, 1116, 397, 1172]
china-headline: Η ΚΙΝΑ ΚΑΤΗΓΟΡΕΙ ΤΗΝ ΑΓΓΛΙΑΝ ΟΤΙ ΚΑΤΑΠΙΕΖΕΙ ΤΟΝ ΛΑΟΝ ΤΟΥ ΑΝΤΕΝ — [414, 713, 650, 757]
article-paragraph: ΒΟΝΝΗ, 14. (Ἀσ. Πρές).— Βελτιοῦται ἡ ὑγεία τοῦ Γερμανοῦ διπλωμάτου ὁ ὁποῖος ἐτραυματίσθη εἰς τροχαῖον ἀτύχημα, συμφώνως πρός ἀνακοίνωσιν τῶν ἰατρῶν. — [412, 1239, 652, 1283]
article-paragraph: Οἱ ὅροι τῆς συμφωνίας προβλέπουν ὅτι τά φορτία θά ἐλέγχωνται κατά τήν ἐκφόρτωσιν καί ὅτι οὐδέν πολεμικόν ὑλικόν θά εἰσάγεται. — [911, 407, 1152, 441]
nuclear-conference-article — [1161, 1017, 1558, 1065]
article-paragraph: ΝΗΩΝ ΕΘΝΗ, 14. (Ρώυτερ).— Τό συμβούλιον ἀσφαλείας θά συνέλθῃ τήν Τετάρτην διά νά ἀποφασίσῃ τήν παράτασιν τῆς παραμονῆς τῆς εἰρηνευτικῆς δυνάμεως τοῦ ΟΗΕ εἰς τήν Κύπρον διά νέαν τρίμηνον περίοδον. — [1364, 220, 1558, 286]
article-paragraph: ΛΕΥΚΩΣΙΑ, 14. (Ἀσ. Πρές).— Ἡ κυπριακή κυβέρνησις διεμαρτυρήθη πρός τόν ΟΗΕ διά νέας παραβιάσεις τοῦ ἐναερίου χώρου ὑπό τουρκικῶν ἀεροσκαφῶν. — [1364, 307, 1558, 363]
exam-article — [10, 545, 397, 966]
main-subhead-1: ΣΤΕΛΛΟΥΝ ΤΡΟΦΙΜΑ ΕΙΣ ΑΜΜΟΧΩΣΤΟΝ — [498, 217, 1065, 251]
section-subhead: ΕΙΣ ΤΑΣ ΠΑΤΡΑΣ — [57, 1450, 151, 1462]
column-divider — [1156, 0, 1158, 2325]
article-paragraph: ΦΡΑΓΚΦΟΥΡΤΗ, 14. (Ρώυτερ).— Μάρτυς εἰς τήν δίκην τῶν πρώην φρουρῶν τοῦ στρατοπέδου Ἄουσβιτς περιέγραψε τάς συνθήκας τοῦ στρατοπέδου παρομοιάσας αὐτάς πρός τήν «Κόλασιν» τοῦ Δάντη. — [1364, 880, 1558, 947]
hebros-article — [10, 1036, 397, 1175]
article-paragraph: Διά νά ἀποφεύγωνται ἀδικίαι, ὁ ἀριθμός τῶν εἰσακτέων θά ἀνακοινοῦται ἐκ τῶν προτέρων καί οἱ πίνακες θά ἀναρτῶνται εἰς ὅλα τά ἐξεταστικά κέντρα. — [208, 912, 397, 966]
article-paragraph: ΑΘΗΝΑΙ, 14.— Ἡ διαδικασία συντάξεως τῶν θεμάτων τῶν εἰσαγωγικῶν ἐξετάσεων εἰς τά ἀνώτατα ἐκπαιδευτικά ἱδρύματα θά γίνεται ἐφεξῆς ἀπό τήν ὕλην τοῦ Γυμνασίου μόνον, συμφώνως πρός ἀπόφασιν τοῦ ὑπουργείου Παιδείας. — [10, 545, 199, 622]
